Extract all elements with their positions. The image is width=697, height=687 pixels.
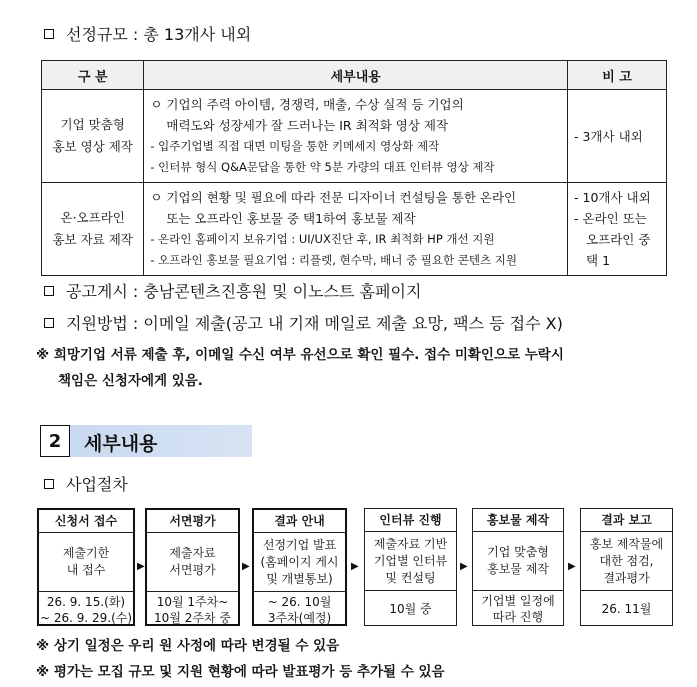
category-line: 기업 맞춤형	[60, 117, 125, 132]
section-number: 2	[40, 425, 70, 457]
process-label: 사업절차	[66, 475, 128, 494]
method-text: 지원방법 : 이메일 제출(공고 내 기재 메일로 제출 요망, 팩스 등 접수 X)	[66, 314, 563, 333]
detail-line: 매력도와 성장세가 잘 드러나는 IR 최적화 영상 제작	[166, 118, 449, 133]
step-date-line: 10월 중	[389, 602, 432, 616]
arrow-right-icon: ▶	[568, 561, 576, 572]
step-date	[581, 591, 672, 627]
scale-text: 선정규모 : 총 13개사 내외	[66, 25, 252, 44]
header-category: 구 분	[42, 61, 144, 90]
arrow-right-icon: ▶	[460, 561, 468, 572]
detail-line: - 온라인 홈페이지 보유기업 : UI/UX진단 후, IR 최적화 HP 개선 지원	[150, 232, 495, 246]
table-header-row	[42, 61, 667, 90]
table-row	[42, 183, 667, 276]
step-main	[39, 533, 133, 592]
warning-line-2: 책임은 신청자에게 있음.	[58, 373, 203, 389]
row-category	[42, 183, 144, 276]
arrow-right-icon: ▶	[242, 561, 250, 572]
header-details: 세부내용	[144, 61, 568, 90]
row-remarks	[568, 90, 667, 183]
support-table	[41, 60, 667, 276]
step-date	[254, 592, 345, 628]
step-main-line: 및 컨설팅	[385, 570, 436, 585]
detail-line: ㅇ 기업의 현황 및 필요에 따라 전문 디자이너 컨설팅을 통한 온라인	[150, 190, 517, 205]
step-main-line: 홍보물 제작	[487, 562, 549, 576]
table-row	[42, 90, 667, 183]
step-date-line: ~ 26. 10월	[267, 595, 332, 609]
step-date-line: 따라 진행	[492, 610, 544, 624]
row-details	[144, 90, 568, 183]
step-main	[365, 532, 456, 591]
step-date-line: ~ 26. 9. 29.(수)	[39, 611, 133, 625]
remark-line: - 3개사 내외	[574, 128, 643, 144]
remark-line: 오프라인 중	[586, 232, 651, 247]
detail-line: - 입주기업별 직접 대면 미팅을 통한 키메세지 영상화 제작	[150, 139, 440, 153]
step-main-line: 대한 점검,	[599, 553, 654, 568]
process-step-document-review	[145, 508, 240, 626]
checkbox-square-icon	[44, 479, 54, 489]
remark-line: 택 1	[586, 253, 611, 268]
footnote-schedule: ※ 상기 일정은 우리 원 사정에 따라 변경될 수 있음	[36, 638, 340, 654]
step-title: 결과 보고	[581, 509, 672, 532]
detail-line: ㅇ 기업의 주력 아이템, 경쟁력, 매출, 수상 실적 등 기업의	[150, 97, 464, 112]
row-category	[42, 90, 144, 183]
step-date-line: 3주차(예정)	[267, 611, 332, 625]
process-line	[44, 472, 128, 495]
step-main-line: 기업 맞춤형	[487, 545, 549, 559]
step-title: 홍보물 제작	[473, 509, 563, 532]
detail-line: - 오프라인 홍보물 필요기업 : 리플렛, 현수막, 배너 중 필요한 콘텐츠 지원	[150, 253, 517, 267]
step-main-line: 홍보 제작물에	[589, 536, 664, 551]
step-title: 인터뷰 진행	[365, 509, 456, 532]
step-date-line: 10월 2주차 중	[154, 611, 231, 625]
detail-line: 또는 오프라인 홍보물 중 택1하여 홍보물 제작	[166, 211, 416, 226]
section-heading	[40, 425, 252, 457]
step-date	[39, 592, 133, 628]
step-main	[581, 532, 672, 591]
step-title: 신청서 접수	[39, 510, 133, 533]
step-main-line: 기업별 인터뷰	[373, 553, 448, 568]
step-main	[254, 533, 345, 592]
category-line: 온·오프라인	[60, 210, 125, 225]
step-main	[147, 533, 238, 592]
step-main-line: 내 접수	[66, 563, 106, 577]
step-date-line: 기업별 일정에	[481, 594, 555, 608]
step-main-line: 선정기업 발표	[262, 537, 337, 552]
checkbox-square-icon	[44, 286, 54, 296]
step-date-line: 26. 9. 15.(화)	[46, 595, 126, 609]
step-main	[473, 532, 563, 591]
category-line: 홍보 자료 제작	[52, 232, 133, 247]
arrow-right-icon: ▶	[137, 561, 145, 572]
step-main-line: 서면평가	[169, 563, 216, 577]
step-main-line: (홈페이지 게시	[260, 554, 339, 569]
header-remarks: 비 고	[568, 61, 667, 90]
arrow-right-icon: ▶	[351, 561, 359, 572]
step-title: 서면평가	[147, 510, 238, 533]
step-main-line: 결과평가	[603, 570, 650, 585]
step-date-line: 10월 1주차~	[156, 595, 229, 609]
process-step-report	[580, 508, 673, 626]
process-step-interview	[364, 508, 457, 626]
footnote-evaluation: ※ 평가는 모집 규모 및 지원 현황에 따라 발표평가 등 추가될 수 있음	[36, 664, 445, 680]
step-main-line: 제출기한	[62, 546, 110, 560]
notice-line	[44, 279, 421, 302]
detail-line: - 인터뷰 형식 Q&A문답을 통한 약 5분 가량의 대표 인터뷰 영상 제작	[150, 160, 495, 174]
step-date	[147, 592, 238, 628]
scale-line	[44, 22, 251, 45]
warning-line-1: ※ 희망기업 서류 제출 후, 이메일 수신 여부 유선으로 확인 필수. 접수 미확인으로 누락시	[36, 347, 564, 363]
step-main-line: 제출자료	[169, 546, 216, 560]
step-date	[473, 591, 563, 627]
section-title: 세부내용	[84, 433, 158, 455]
step-main-line: 및 개별통보)	[266, 571, 333, 586]
notice-text: 공고게시 : 충남콘텐츠진흥원 및 이노스트 홈페이지	[66, 282, 422, 301]
step-title: 결과 안내	[254, 510, 345, 533]
step-date	[365, 591, 456, 627]
step-date-line: 26. 11월	[601, 602, 652, 616]
method-line	[44, 311, 563, 334]
remark-line: - 10개사 내외	[574, 190, 651, 205]
row-remarks	[568, 183, 667, 276]
process-step-result	[252, 508, 347, 626]
step-main-line: 제출자료 기반	[373, 536, 448, 551]
checkbox-square-icon	[44, 318, 54, 328]
checkbox-square-icon	[44, 29, 54, 39]
remark-line: - 온라인 또는	[574, 211, 647, 226]
row-details	[144, 183, 568, 276]
process-step-application	[37, 508, 135, 626]
category-line: 홍보 영상 제작	[52, 139, 133, 154]
process-step-production	[472, 508, 564, 626]
